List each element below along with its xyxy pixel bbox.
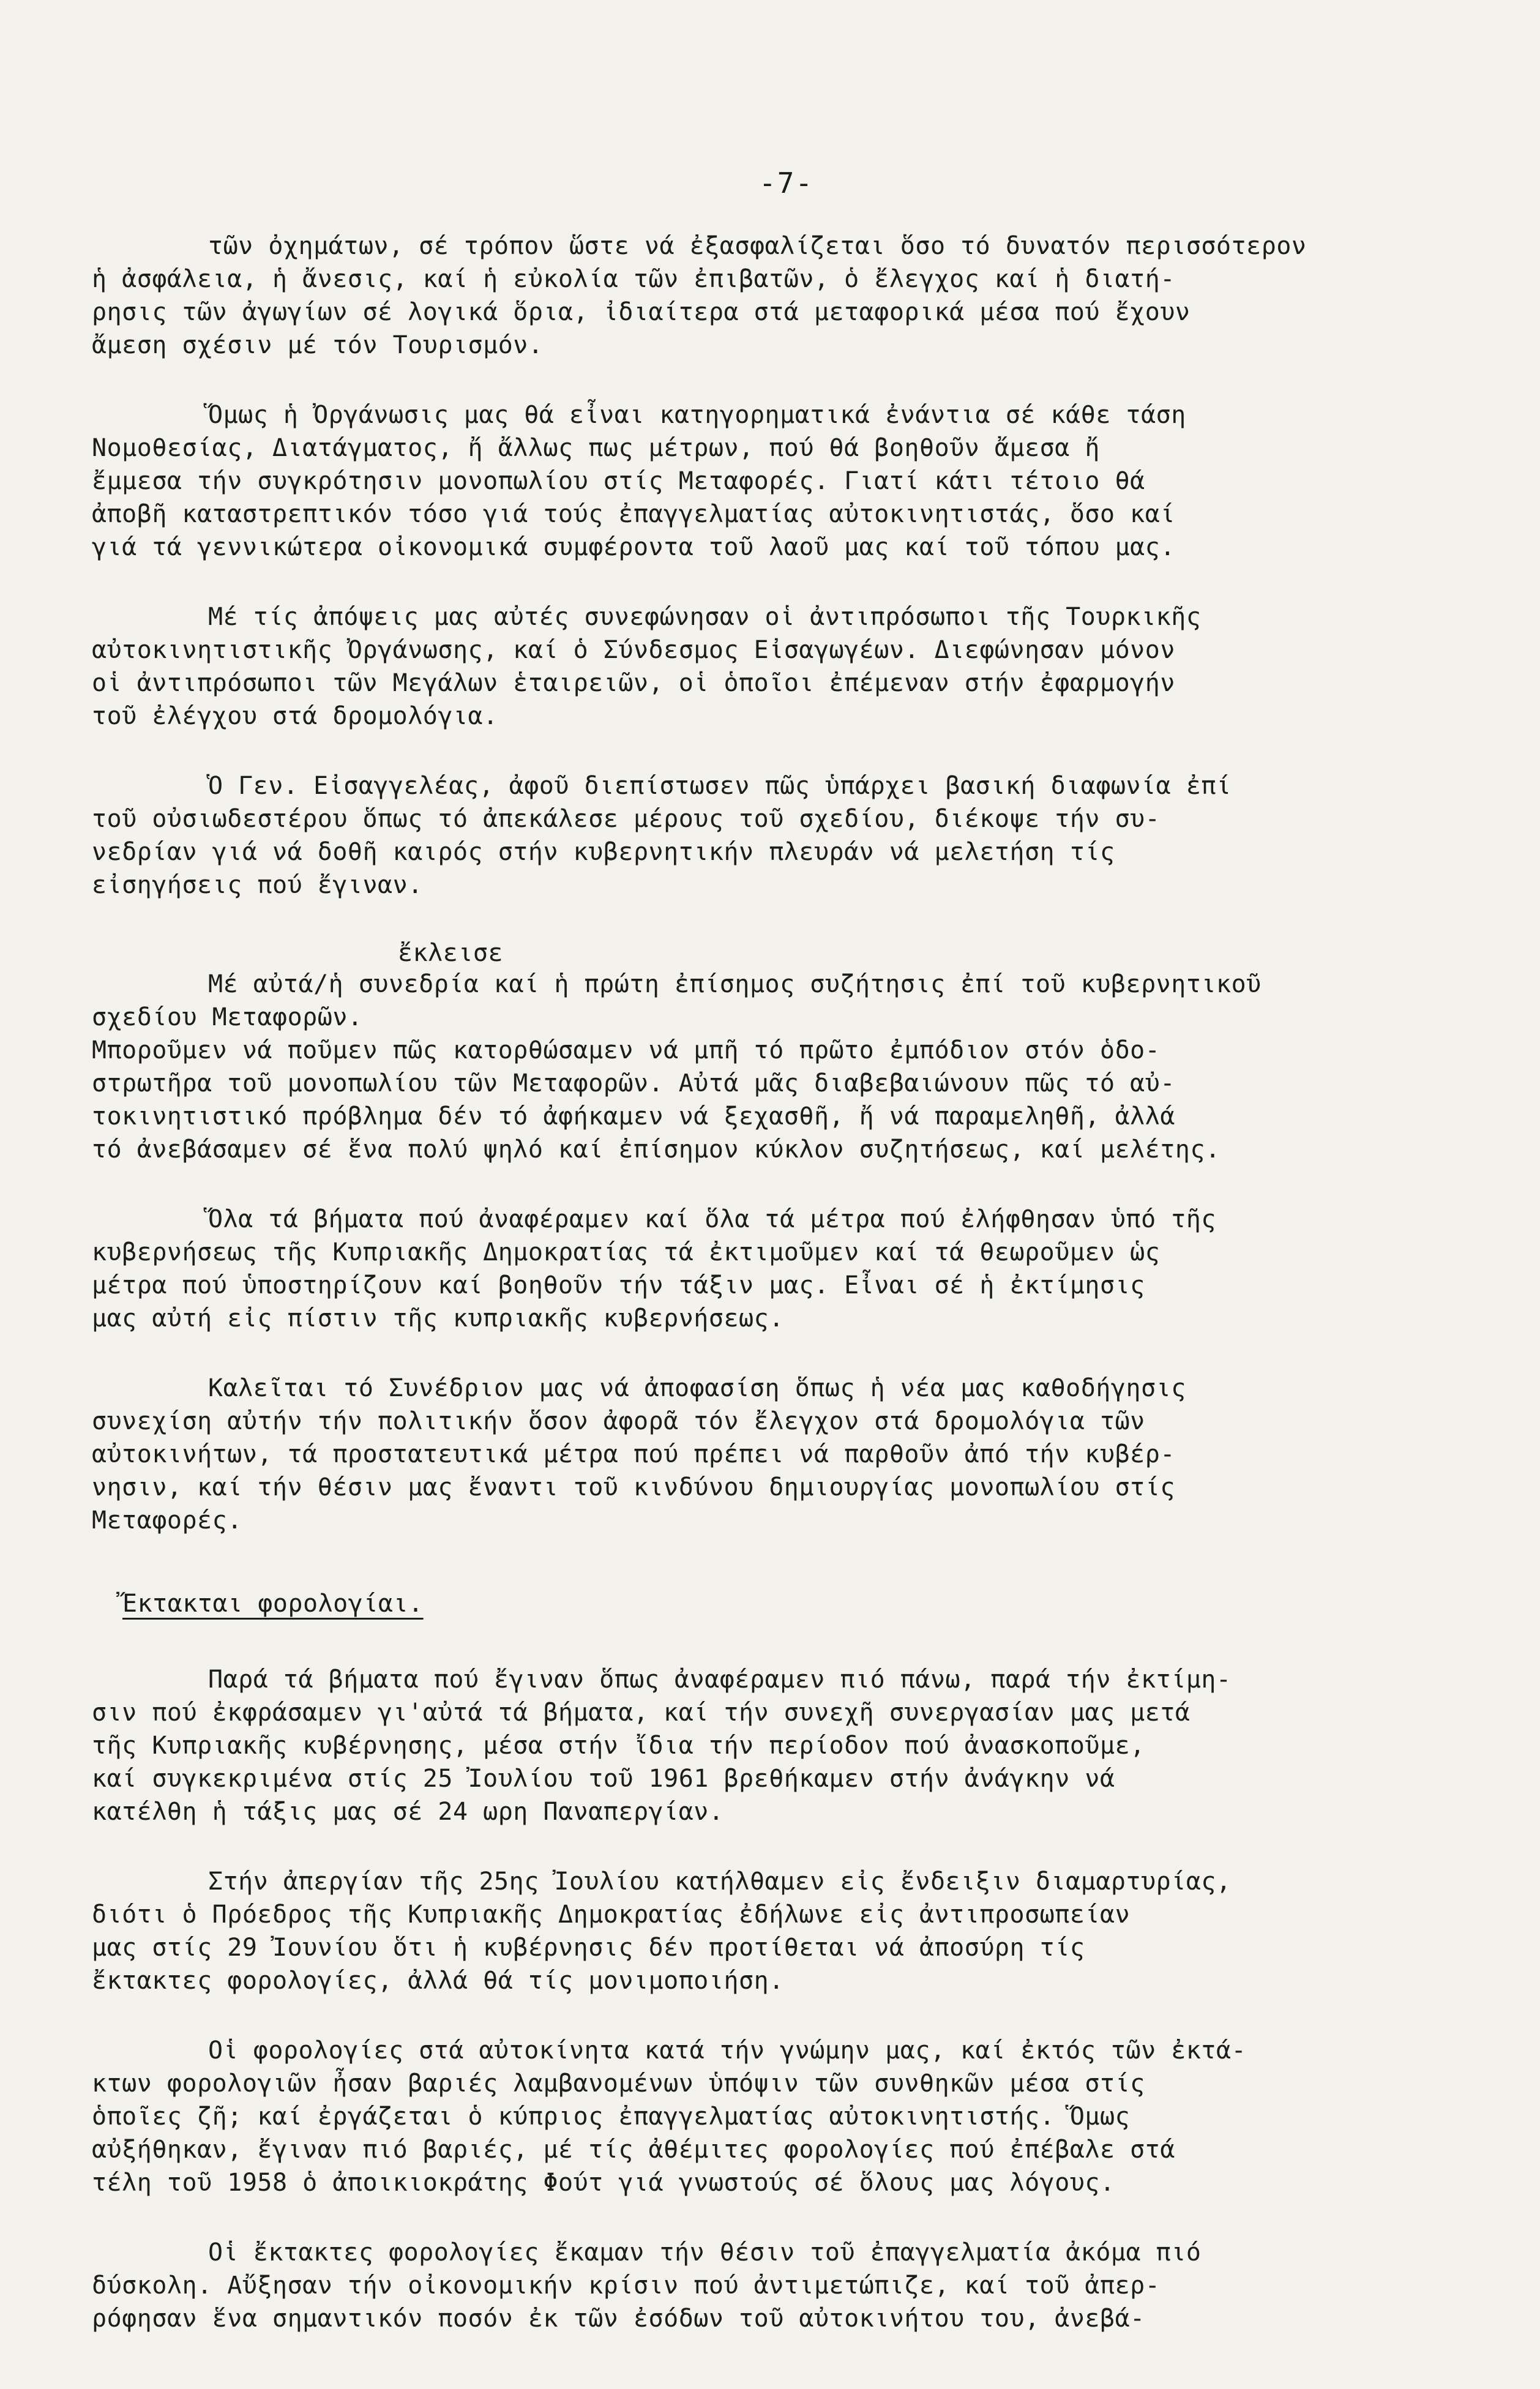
paragraph	[92, 1203, 1493, 1335]
text-line: αὐτοκινήτων, τά προστατευτικά μέτρα πού πρέπει νά παρθοῦν ἀπό τήν κυβέρ-	[92, 1440, 1175, 1468]
text-line: κυβερνήσεως τῆς Κυπριακῆς Δημοκρατίας τά ἐκτιμοῦμεν καί τά θεωροῦμεν ὡς	[92, 1238, 1161, 1266]
text-line: νησιν, καί τήν θέσιν μας ἔναντι τοῦ κινδύνου δημιουργίας μονοπωλίου στίς	[92, 1473, 1175, 1501]
text-line: ἔκτακτες φορολογίες, ἀλλά θά τίς μονιμοποιήση.	[92, 1967, 784, 1995]
text-line: τῶν ὀχημάτων, σέ τρόπον ὥστε νά ἐξασφαλίζεται ὅσο τό δυνατόν περισσότερον	[208, 232, 1307, 260]
section-extraordinary-taxes	[92, 1663, 1493, 2335]
text-line: Καλεῖται τό Συνέδριον μας νά ἀποφασίση ὅπως ἡ νέα μας καθοδήγησις	[208, 1374, 1186, 1402]
document-body	[92, 230, 1493, 2372]
text-line: τοῦ ἐλέγχου στά δρομολόγια.	[92, 702, 498, 730]
paragraph	[92, 600, 1493, 733]
text-line: μας αὐτή εἰς πίστιν τῆς κυπριακῆς κυβερνήσεως.	[92, 1304, 784, 1333]
text-line: Οἱ φορολογίες στά αὐτοκίνητα κατά τήν γνώμην μας, καί ἐκτός τῶν ἐκτά-	[208, 2036, 1247, 2065]
text-line: ρησις τῶν ἀγωγίων σέ λογικά ὅρια, ἰδιαίτερα στά μεταφορικά μέσα πού ἔχουν	[92, 298, 1191, 326]
text-line: οἱ ἀντιπρόσωποι τῶν Μεγάλων ἑταιρειῶν, οἱ ὁποῖοι ἐπέμεναν στήν ἐφαρμογήν	[92, 669, 1175, 697]
text-line: αὐξήθηκαν, ἔγιναν πιό βαριές, μέ τίς ἀθέμιτες φορολογίες πού ἐπέβαλε στά	[92, 2136, 1175, 2164]
text-line: γιά τά γεννικώτερα οἰκονομικά συμφέροντα τοῦ λαοῦ μας καί τοῦ τόπου μας.	[92, 533, 1175, 561]
text-line: Μποροῦμεν νά ποῦμεν πῶς κατορθώσαμεν νά μπῆ τό πρῶτο ἐμπόδιον στόν ὁδο-	[92, 1036, 1161, 1064]
text-line: μας στίς 29 Ἰουνίου ὅτι ἡ κυβέρνησις δέν προτίθεται νά ἀποσύρη τίς	[92, 1934, 1085, 1962]
text-line: διότι ὁ Πρόεδρος τῆς Κυπριακῆς Δημοκρατίας ἐδήλωνε εἰς ἀντιπροσωπείαν	[92, 1901, 1131, 1929]
text-line: συνεχίση αὐτήν τήν πολιτικήν ὅσον ἀφορᾶ τόν ἔλεγχον στά δρομολόγια τῶν	[92, 1407, 1145, 1435]
text-line: Παρά τά βήματα πού ἔγιναν ὅπως ἀναφέραμεν πιό πάνω, παρά τήν ἐκτίμη-	[208, 1666, 1232, 1694]
text-line: στρωτῆρα τοῦ μονοπωλίου τῶν Μεταφορῶν. Αὐτά μᾶς διαβεβαιώνουν πῶς τό αὐ-	[92, 1069, 1175, 1097]
text-line: τοκινητιστικό πρόβλημα δέν τό ἀφήκαμεν νά ξεχασθῆ, ἤ νά παραμεληθῆ, ἀλλά	[92, 1102, 1175, 1131]
paragraph	[92, 398, 1493, 564]
handwritten-insertion: ἔκλεισε	[398, 939, 504, 967]
paragraph	[92, 1663, 1493, 1828]
text-line: ἡ ἀσφάλεια, ἡ ἄνεσις, καί ἡ εὐκολία τῶν ἐπιβατῶν, ὁ ἔλεγχος καί ἡ διατή-	[92, 265, 1175, 293]
text-line: αὐτοκινητιστικῆς Ὀργάνωσης, καί ὁ Σύνδεσμος Εἰσαγωγέων. Διεφώνησαν μόνον	[92, 636, 1175, 664]
text-line: κατέλθη ἡ τάξις μας σέ 24 ωρη Παναπεργίαν.	[92, 1798, 724, 1826]
text-line: ἔμμεσα τήν συγκρότησιν μονοπωλίου στίς Μεταφορές. Γιατί κάτι τέτοιο θά	[92, 467, 1145, 495]
text-line: νεδρίαν γιά νά δοθῆ καιρός στήν κυβερνητικήν πλευράν νά μελετήση τίς	[92, 838, 1115, 866]
paragraph	[92, 1372, 1493, 1537]
section-intro	[92, 230, 1493, 1537]
paragraph	[92, 230, 1493, 362]
text-line: Μεταφορές.	[92, 1506, 242, 1535]
text-line: δύσκολη. Αὔξησαν τήν οἰκονομικήν κρίσιν πού ἀντιμετώπιζε, καί τοῦ ἀπερ-	[92, 2271, 1161, 2300]
text-line: τέλη τοῦ 1958 ὁ ἀποικιοκράτης Φούτ γιά γνωστούς σέ ὅλους μας λόγους.	[92, 2169, 1115, 2197]
text-line: Μέ τίς ἀπόψεις μας αὐτές συνεφώνησαν οἱ ἀντιπρόσωποι τῆς Τουρκικῆς	[208, 603, 1202, 631]
paragraph	[92, 938, 1493, 1166]
text-line: σιν πού ἐκφράσαμεν γι'αὐτά τά βήματα, καί τήν συνεχῆ συνεργασίαν μας μετά	[92, 1699, 1191, 1727]
text-line: τῆς Κυπριακῆς κυβέρνησης, μέσα στήν ἴδια τήν περίοδον πού ἀνασκοποῦμε,	[92, 1732, 1145, 1760]
text-line: ὁποῖες ζῆ; καί ἐργάζεται ὁ κύπριος ἐπαγγελματίας αὐτοκινητιστής. Ὅμως	[92, 2103, 1131, 2131]
text-line: Στήν ἀπεργίαν τῆς 25ης Ἰουλίου κατήλθαμεν εἰς ἔνδειξιν διαμαρτυρίας,	[208, 1867, 1232, 1896]
section-heading: Ἔκτακται φορολογίαι.	[122, 1590, 424, 1618]
text-line: Μέ αὐτά/ἡ συνεδρία καί ἡ πρώτη ἐπίσημος συζήτησις ἐπί τοῦ κυβερνητικοῦ	[208, 970, 1262, 998]
text-line: τό ἀνεβάσαμεν σέ ἕνα πολύ ψηλό καί ἐπίσημον κύκλον συζητήσεως, καί μελέτης.	[92, 1135, 1220, 1164]
text-line: ἀποβῆ καταστρεπτικόν τόσο γιά τούς ἐπαγγελματίας αὐτοκινητιστάς, ὅσο καί	[92, 500, 1175, 528]
text-line: Ὅμως ἡ Ὀργάνωσις μας θά εἶναι κατηγορηματικά ἐνάντια σέ κάθε τάση	[208, 401, 1186, 429]
paragraph	[92, 769, 1493, 902]
text-line: ρόφησαν ἕνα σημαντικόν ποσόν ἐκ τῶν ἐσόδων τοῦ αὐτοκινήτου του, ἀνεβά-	[92, 2305, 1145, 2333]
text-line: εἰσηγήσεις πού ἔγιναν.	[92, 871, 423, 899]
text-line: Ὁ Γεν. Εἰσαγγελέας, ἀφοῦ διεπίστωσεν πῶς ὑπάρχει βασική διαφωνία ἐπί	[208, 772, 1232, 800]
paragraph	[92, 2034, 1493, 2199]
text-line: Οἱ ἔκτακτες φορολογίες ἔκαμαν τήν θέσιν τοῦ ἐπαγγελματία ἀκόμα πιό	[208, 2238, 1202, 2267]
paragraph	[92, 2236, 1493, 2335]
text-line: μέτρα πού ὑποστηρίζουν καί βοηθοῦν τήν τάξιν μας. Εἶναι σέ ἡ ἐκτίμησις	[92, 1271, 1145, 1299]
text-line: τοῦ οὐσιωδεστέρου ὅπως τό ἀπεκάλεσε μέρους τοῦ σχεδίου, διέκοψε τήν συ-	[92, 805, 1161, 833]
text-line: Ὅλα τά βήματα πού ἀναφέραμεν καί ὅλα τά μέτρα πού ἐλήφθησαν ὑπό τῆς	[208, 1205, 1216, 1233]
text-line: σχεδίου Μεταφορῶν.	[92, 1003, 363, 1031]
text-line: Νομοθεσίας, Διατάγματος, ἤ ἄλλως πως μέτρων, πού θά βοηθοῦν ἄμεσα ἤ	[92, 434, 1100, 462]
text-line: κτων φορολογιῶν ἦσαν βαριές λαμβανομένων ὑπόψιν τῶν συνθηκῶν μέσα στίς	[92, 2069, 1145, 2098]
text-line: ἄμεση σχέσιν μέ τόν Τουρισμόν.	[92, 331, 544, 359]
paragraph	[92, 1865, 1493, 1997]
text-line: καί συγκεκριμένα στίς 25 Ἰουλίου τοῦ 1961 βρεθήκαμεν στήν ἀνάγκην νά	[92, 1765, 1115, 1793]
page-number: -7-	[759, 166, 814, 200]
